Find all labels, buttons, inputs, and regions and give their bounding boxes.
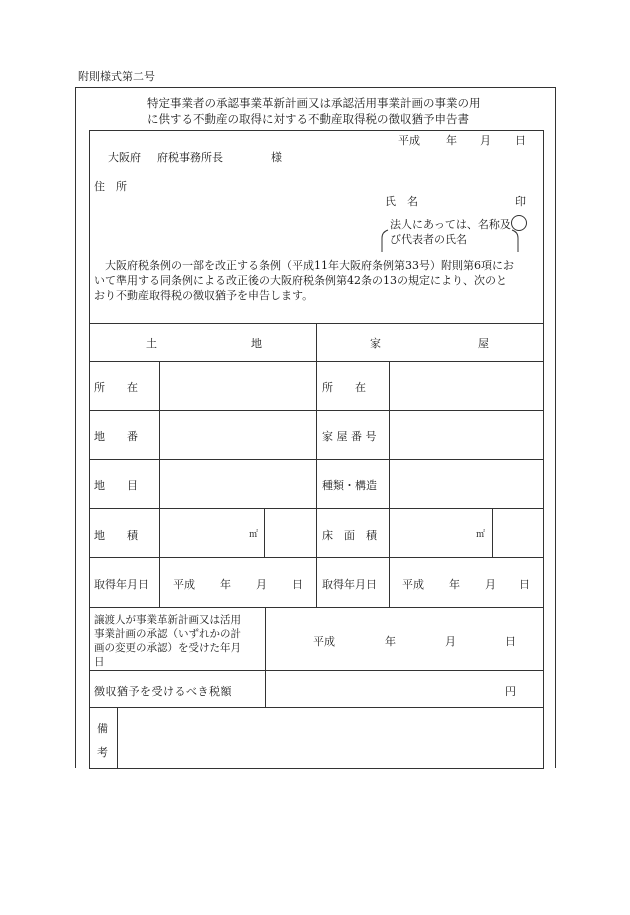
land-area-unit: ㎡ [249,530,259,540]
row-line [89,707,544,708]
row-line [89,607,544,608]
land-acq-date-label: 取得年月日 [94,578,149,591]
addressee-office: 府税事務所長 [157,151,223,164]
corp-note-line1: 法人にあっては、名称及 [390,218,511,231]
table-top [89,130,544,131]
declaration-line1: 大阪府税条例の一部を改正する条例（平成11年大阪府条例第33号）附則第6項にお [94,259,514,272]
house-acq-day: 日 [519,578,530,591]
house-area-unit: ㎡ [476,530,486,540]
tax-amount-unit: 円 [505,685,516,698]
seal-mark: 印 [515,195,526,208]
form-title-line1: 特定事業者の承認事業革新計画又は承認活用事業計画の事業の用 [147,96,481,110]
house-location-label: 所 在 [322,381,366,394]
remarks-label-b: 考 [97,746,108,759]
approval-day: 日 [505,635,516,648]
house-header-b: 屋 [478,337,489,350]
date-era: 平成 [398,134,420,147]
frame-right [555,87,556,768]
row-line [89,670,544,671]
house-acq-year: 年 [449,578,460,591]
land-header-a: 土 [146,337,157,350]
approval-label-line1: 譲渡人が事業革新計画又は活用 [94,614,241,626]
frame-left [75,87,76,768]
addressee-pref: 大阪府 [108,151,141,164]
col-line [117,707,118,768]
date-month: 月 [480,134,491,147]
land-lot-number-label: 地 番 [94,430,138,443]
remarks-label-a: 備 [97,722,108,735]
land-acq-era: 平成 [173,578,195,591]
approval-label-line2: 事業計画の承認（いずれかの計 [94,628,241,640]
form-number: 附則様式第二号 [78,70,155,83]
col-line [265,607,266,707]
frame-top [75,87,556,88]
addressee-honorific: 様 [271,151,282,164]
approval-label-line3: 画の変更の承認）を受けた年月 [94,642,241,654]
table-right [543,130,544,769]
land-area-label: 地 積 [94,529,138,542]
col-line [389,361,390,607]
house-acq-month: 月 [485,578,496,591]
address-label: 住 所 [94,180,127,193]
land-location-label: 所 在 [94,381,138,394]
approval-label-line4: 日 [94,656,105,668]
declaration-line2: いて準用する同条例による改正後の大阪府税条例第42条の13の規定により、次のと [94,274,507,287]
corp-note-line2: び代表者の氏名 [390,233,467,246]
corp-note-bracket-icon [380,228,520,256]
approval-year: 年 [385,635,396,648]
land-acq-month: 月 [256,578,267,591]
land-acq-day: 日 [292,578,303,591]
col-line [492,508,493,557]
approval-era: 平成 [313,635,335,648]
declaration-line3: おり不動産取得税の徴収猶予を申告します。 [94,289,314,302]
col-line [316,323,317,607]
table-left [89,130,90,769]
tax-amount-label: 徴収猶予を受けるべき税額 [94,685,232,698]
house-floor-area-label: 床 面 積 [322,529,377,542]
house-acq-era: 平成 [402,578,424,591]
col-line [159,361,160,607]
house-number-label: 家 屋 番 号 [322,430,377,443]
table-bottom [89,768,544,769]
name-label: 氏 名 [385,195,418,208]
land-header-b: 地 [251,337,262,350]
house-acq-date-label: 取得年月日 [322,578,377,591]
house-header-a: 家 [370,337,381,350]
approval-month: 月 [445,635,456,648]
col-line [264,508,265,557]
date-year: 年 [446,134,457,147]
land-category-label: 地 目 [94,479,138,492]
house-type-structure-label: 種類・構造 [322,479,377,492]
form-title-line2: に供する不動産の取得に対する不動産取得税の徴収猶予申告書 [147,112,469,126]
date-day: 日 [515,134,526,147]
land-acq-year: 年 [220,578,231,591]
